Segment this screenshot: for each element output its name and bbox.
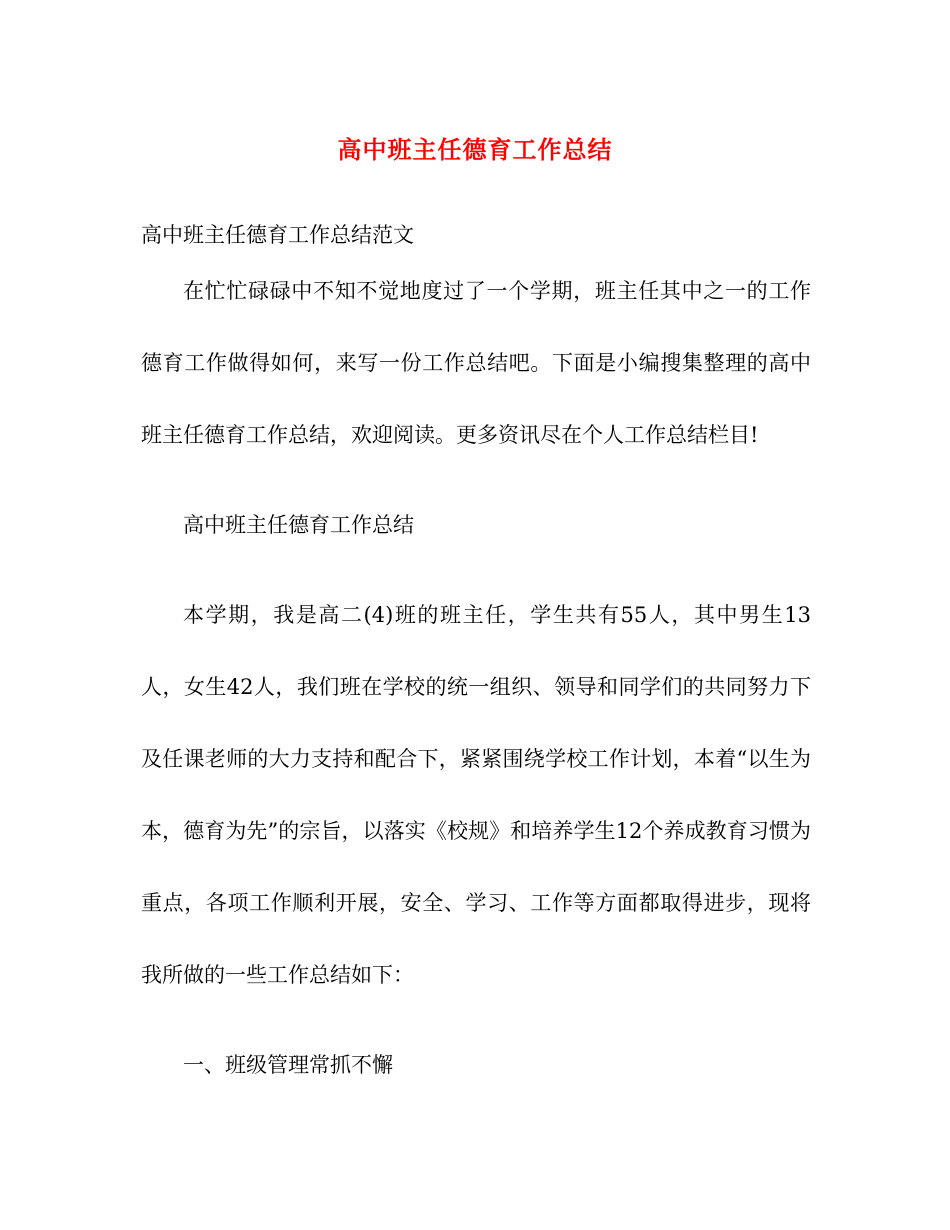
subtitle-paragraph: 高中班主任德育工作总结范文 <box>141 223 414 247</box>
summary-paragraph: 本学期，我是高二(4)班的班主任，学生共有55人，其中男生13人，女生42人，我们班在学校的统一组织、领导和同学们的共同努力下及任课老师的大力支持和配合下，紧紧围绕学校工作计划，本着“以生为本，德育为先”的宗旨，以落实《校规》和培养学生12个养成教育习惯为重点，各项工作顺利开展，安全、学习、工作等方面都取得进步，现将我所做的一些工作总结如下： <box>141 603 811 987</box>
section-heading-class-management: 一、班级管理常抓不懈 <box>183 1053 393 1077</box>
intro-paragraph: 在忙忙碌碌中不知不觉地度过了一个学期，班主任其中之一的工作德育工作做得如何，来写一份工作总结吧。下面是小编搜集整理的高中班主任德育工作总结，欢迎阅读。更多资讯尽在个人工作总结栏目! <box>141 279 811 447</box>
document-body <box>141 217 811 1137</box>
document-title: 高中班主任德育工作总结 <box>337 135 613 164</box>
section-heading: 高中班主任德育工作总结 <box>183 513 414 537</box>
